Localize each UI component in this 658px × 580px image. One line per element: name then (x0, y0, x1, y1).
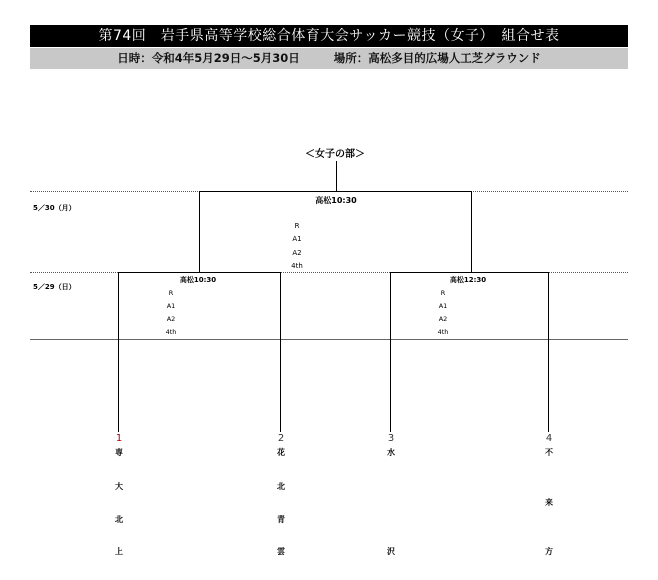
team-1-name-char: 大 (115, 482, 123, 491)
semi-1-slot-r: R (168, 289, 174, 297)
champion-line (336, 161, 337, 191)
team-1-name-char: 専 (115, 448, 123, 457)
team-3-name-char: 水 (387, 448, 395, 457)
team-1-number: 1 (115, 433, 123, 444)
semi-1-venue-time: 高松10:30 (179, 276, 217, 284)
semi-1-slot-a1: A1 (166, 302, 176, 310)
team-2-name-char: 北 (277, 482, 285, 491)
team-3-number: 3 (387, 433, 395, 444)
semi-match-2-bracket (390, 272, 549, 432)
event-info-bar (30, 48, 628, 69)
round-date-final: 5／30（月） (33, 204, 76, 212)
semi-2-slot-a2: A2 (438, 315, 448, 323)
page-title: 第74回 岩手県高等学校総合体育大会サッカー競技（女子） 組合せ表 (30, 25, 628, 47)
semi-1-slot-a2: A2 (166, 315, 176, 323)
final-slot-r: R (294, 222, 300, 230)
round-divider-final-right (473, 191, 628, 192)
team-2-name-char: 花 (277, 448, 285, 457)
semi-2-slot-a1: A1 (438, 302, 448, 310)
final-venue-time: 高松10:30 (315, 196, 357, 205)
final-slot-4th: 4th (291, 262, 303, 270)
round-divider-final (30, 191, 198, 192)
team-4-name-char: 不 (545, 448, 553, 457)
team-2-name-char: 青 (277, 515, 285, 524)
team-1-name-char: 北 (115, 515, 123, 524)
event-venue: 場所：高松多目的広場人工芝グラウンド (333, 51, 541, 65)
semi-2-slot-4th: 4th (437, 328, 449, 336)
team-1-name-char: 上 (115, 547, 123, 556)
team-4-name-char: 来 (545, 498, 553, 507)
team-4-name-char: 方 (545, 547, 553, 556)
semi-match-1-bracket (118, 272, 281, 432)
team-3-name-char: 沢 (387, 547, 395, 556)
semi-1-slot-4th: 4th (165, 328, 177, 336)
team-2-number: 2 (277, 433, 285, 444)
team-2-name-char: 雲 (277, 547, 285, 556)
event-date: 日時：令和4年5月29日～5月30日 (117, 51, 300, 65)
final-slot-a1: A1 (292, 235, 302, 243)
semi-2-slot-r: R (440, 289, 446, 297)
round-date-semi: 5／29（日） (33, 283, 76, 291)
section-title: ＜女子の部＞ (305, 149, 365, 160)
semi-2-venue-time: 高松12:30 (449, 276, 487, 284)
final-slot-a2: A2 (292, 249, 302, 257)
team-4-number: 4 (545, 433, 553, 444)
